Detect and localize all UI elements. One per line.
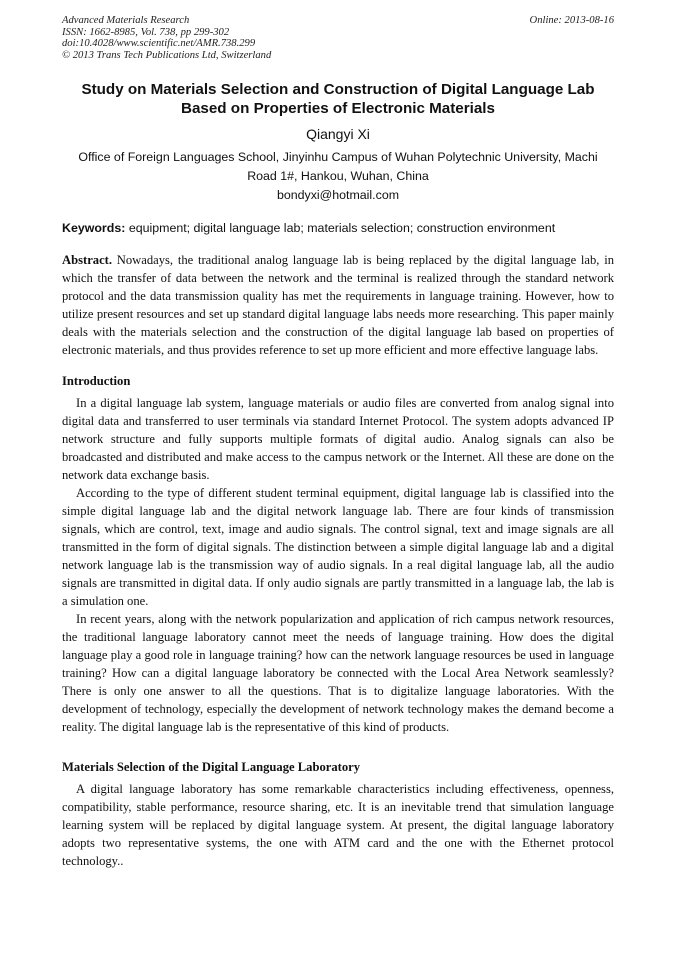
copyright-line: © 2013 Trans Tech Publications Ltd, Switzerland: [62, 49, 272, 61]
page-header: [62, 15, 614, 63]
section-heading-introduction: Introduction: [62, 374, 131, 388]
introduction-paragraph-2: According to the type of different student terminal equipment, digital language lab is classified into the simple digital language lab and the digital network language lab. There are four kinds of transmission signals, which are control, text, image and audio signals. The control signal, text and image signals are all transmitted in the form of digital signals. The distinction between a simple digital language lab and a digital network language lab is the transmission way of audio signals. In a real digital language lab, all the audio signals are transmitted in digital data. If only audio signals are partly transmitted in a language lab, the lab is a simulation one.: [62, 486, 614, 608]
author-name: Qiangyi Xi: [306, 126, 370, 142]
abstract: [62, 251, 614, 359]
keywords-label: Keywords:: [62, 221, 126, 235]
section-heading-materials-selection: Materials Selection of the Digital Language Laboratory: [62, 760, 361, 774]
introduction-paragraph-3: In recent years, along with the network popularization and application of rich campus network resources, the traditional language laboratory cannot meet the needs of language training. How does the digital language play a good role in language training? how can the network language resources be used in language training? How can a digital language laboratory be connected with the Local Area Network seamlessly? There is only one answer to all the questions. That is to digitalize language laboratories. With the development of technology, especially the development of network technology makes the demand become a reality. The digital language lab is the representative of this kind of products.: [62, 612, 614, 734]
keywords: [62, 219, 614, 237]
paper-title: Study on Materials Selection and Construction of Digital Language Lab Based on Properties of Electronic Materials: [81, 81, 595, 117]
materials-selection-paragraph-1: A digital language laboratory has some remarkable characteristics including effectiveness, openness, compatibility, stable performance, resource sharing, etc. It is an inevitable trend that simulation language learning system will be replaced by digital language system. At present, the digital language laboratory adopts two representative systems, the one with ATM card and the one with the Ethernet protocol technology..: [62, 782, 614, 868]
doi-line: doi:10.4028/www.scientific.net/AMR.738.299: [62, 38, 256, 50]
introduction-paragraph-1: In a digital language lab system, language materials or audio files are converted from analog signal into digital data and transferred to user terminals via standard Internet Protocol. The system adopts advanced IP network structure and fully supports multiple formats of digital audio. Analog signals can also be broadcasted and distributed and make access to the campus network or the Internet. All these are done on the network data exchange basis.: [62, 396, 614, 482]
abstract-text: Nowadays, the traditional analog language lab is being replaced by the digital language lab, in which the transfer of data between the network and the terminal is realized through the standard network protocol and the data transmission quality has met the requirements in language training. However, how to utilize present resources and set up standard digital language labs needs more researching. This paper mainly deals with the materials selection and the construction of the digital language lab based on properties of electronic materials, and thus provides reference to set up more efficient and more effective language labs.: [62, 253, 614, 357]
journal-name: Advanced Materials Research: [62, 15, 190, 26]
paper-page: [62, 15, 614, 870]
online-date: Online: 2013-08-16: [529, 15, 614, 26]
issn-line: ISSN: 1662-8985, Vol. 738, pp 299-302: [62, 26, 230, 38]
author-email: bondyxi@hotmail.com: [276, 188, 400, 202]
abstract-label: Abstract.: [62, 253, 113, 267]
journal-info: [62, 15, 271, 61]
author-affiliation: Office of Foreign Languages School, Jinyinhu Campus of Wuhan Polytechnic University, Machi Road 1#, Hankou, Wuhan, China: [78, 150, 598, 183]
keywords-text: equipment; digital language lab; materials selection; construction environment: [128, 221, 556, 235]
